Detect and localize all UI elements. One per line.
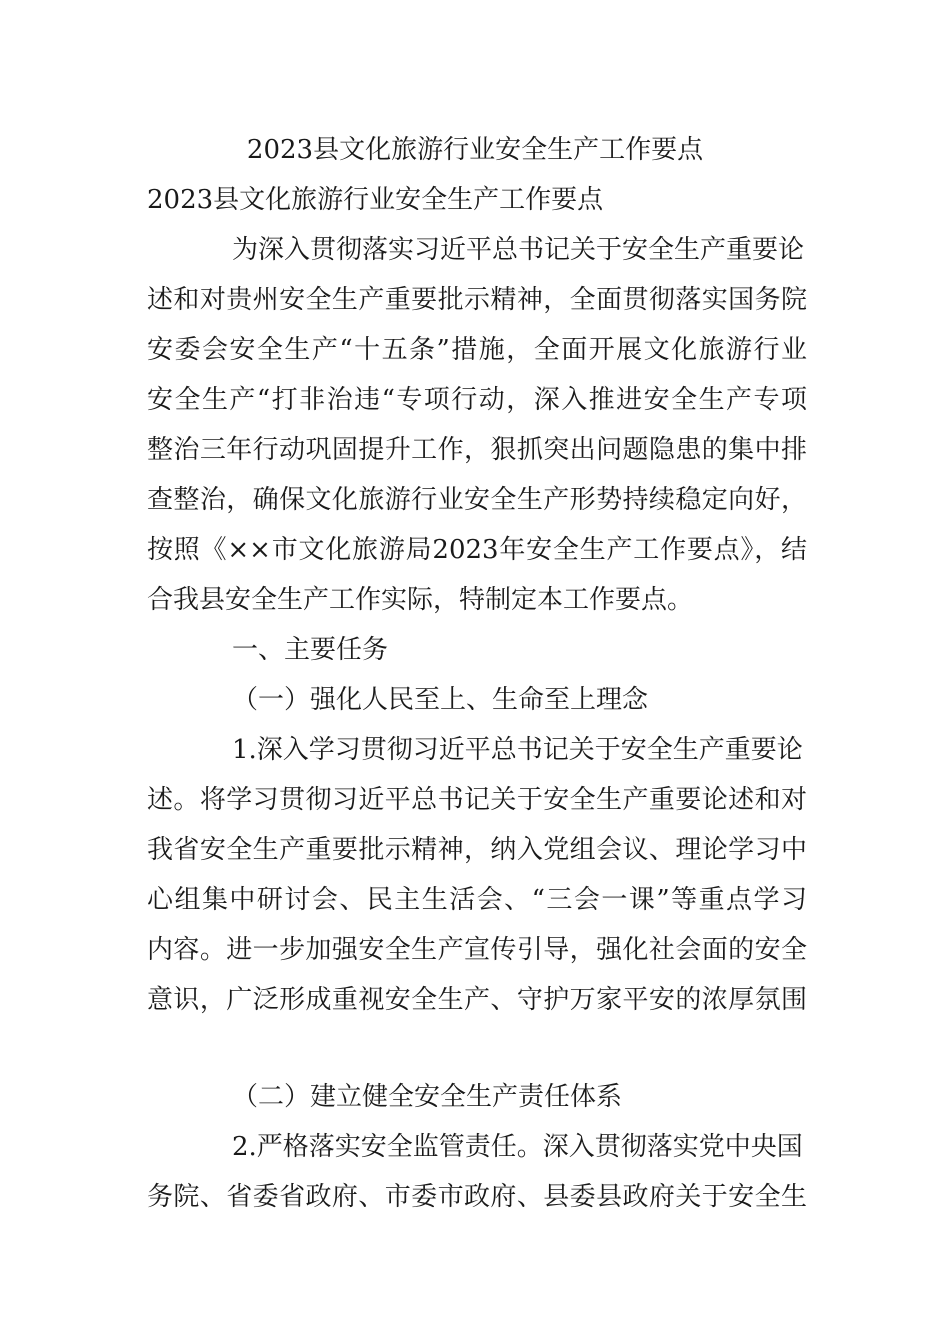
paragraph-line: 安全生产“打非治违“专项行动，深入推进安全生产专项: [147, 385, 807, 415]
paragraph-line: 意识，广泛形成重视安全生产、守护万家平安的浓厚氛围: [147, 985, 807, 1015]
paragraph-line: 查整治，确保文化旅游行业安全生产形势持续稳定向好，: [147, 485, 807, 515]
paragraph-line: 我省安全生产重要批示精神，纳入党组会议、理论学习中: [147, 835, 807, 865]
paragraph-line: 安委会安全生产“十五条”措施，全面开展文化旅游行业: [147, 335, 807, 365]
subsection-heading: （一）强化人民至上、生命至上理念: [232, 685, 649, 715]
paragraph-line: 述和对贵州安全生产重要批示精神，全面贯彻落实国务院: [147, 285, 807, 315]
paragraph-line: 务院、省委省政府、市委市政府、县委县政府关于安全生: [147, 1182, 807, 1212]
paragraph-line: 2.严格落实安全监管责任。深入贯彻落实党中央国: [232, 1132, 803, 1162]
paragraph-line: 内容。进一步加强安全生产宣传引导，强化社会面的安全: [147, 935, 807, 965]
paragraph-line: 为深入贯彻落实习近平总书记关于安全生产重要论: [232, 235, 805, 265]
section-heading: 一、主要任务: [232, 635, 389, 665]
paragraph-line: 合我县安全生产工作实际，特制定本工作要点。: [147, 585, 694, 615]
paragraph-line: 整治三年行动巩固提升工作，狠抓突出问题隐患的集中排: [147, 435, 807, 465]
subtitle-line: 2023县文化旅游行业安全生产工作要点: [147, 185, 604, 215]
paragraph-line: 1.深入学习贯彻习近平总书记关于安全生产重要论: [232, 735, 803, 765]
paragraph-line: 述。将学习贯彻习近平总书记关于安全生产重要论述和对: [147, 785, 807, 815]
paragraph-line: 按照《××市文化旅游局2023年安全生产工作要点》，结: [147, 535, 807, 565]
paragraph-line: 心组集中研讨会、民主生活会、“三会一课”等重点学习: [147, 885, 807, 915]
document-title: 2023县文化旅游行业安全生产工作要点: [246, 135, 704, 165]
subsection-heading: （二）建立健全安全生产责任体系: [232, 1082, 623, 1112]
